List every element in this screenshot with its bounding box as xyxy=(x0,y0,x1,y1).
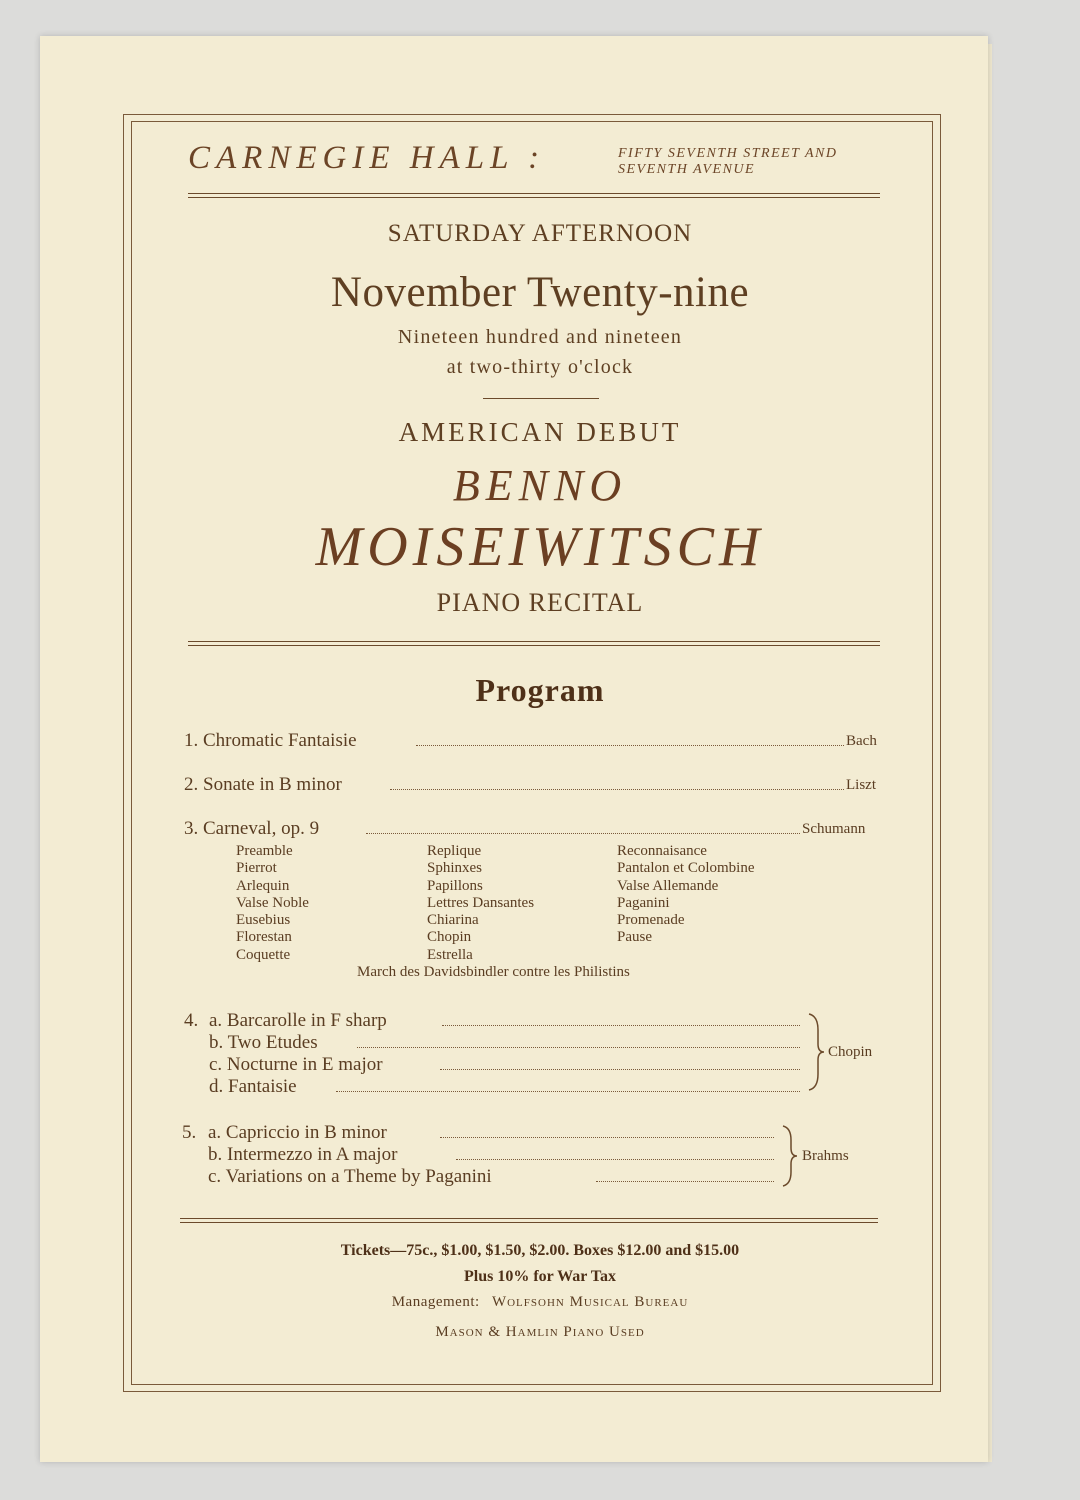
brahms-piece-c: c. Variations on a Theme by Paganini xyxy=(208,1166,492,1187)
venue-address xyxy=(618,146,837,178)
event-time: at two-thirty o'clock xyxy=(446,356,634,378)
management-name: Wolfsohn Musical Bureau xyxy=(491,1294,689,1310)
event-date: November Twenty-nine xyxy=(330,269,750,316)
event-year: Nineteen hundred and nineteen xyxy=(397,326,683,348)
program-item-1: 1. Chromatic Fantaisie xyxy=(184,730,357,751)
program-item-4-number: 4. xyxy=(184,1010,199,1031)
list-item: Sphinxes xyxy=(427,860,483,877)
leader-dots xyxy=(390,789,844,790)
list-item: Paganini xyxy=(617,894,670,911)
chopin-piece-b: b. Two Etudes xyxy=(209,1032,318,1053)
leader-dots xyxy=(357,1047,800,1048)
composer-liszt: Liszt xyxy=(846,777,876,793)
event-day: SATURDAY AFTERNOON xyxy=(387,220,693,247)
leader-dots xyxy=(416,745,844,746)
brahms-brace xyxy=(780,1124,800,1188)
carneval-column-3 xyxy=(617,843,754,947)
program-item-3: 3. Carneval, op. 9 xyxy=(184,818,320,839)
list-item: Pause xyxy=(617,929,652,946)
brahms-piece-b: b. Intermezzo in A major xyxy=(208,1144,398,1165)
chopin-piece-d: d. Fantaisie xyxy=(209,1076,297,1097)
composer-brahms: Brahms xyxy=(802,1148,849,1164)
list-item: Chopin xyxy=(427,929,472,946)
leader-dots xyxy=(442,1025,800,1026)
chopin-piece-c: c. Nocturne in E major xyxy=(209,1054,383,1075)
program-heading: Program xyxy=(475,672,605,708)
carneval-column-1 xyxy=(236,843,309,964)
management-label: Management: xyxy=(391,1294,480,1310)
list-item: Eusebius xyxy=(236,912,291,929)
management-line xyxy=(0,1294,1080,1311)
chopin-brace xyxy=(806,1012,826,1092)
piano-note: Mason & Hamlin Piano Used xyxy=(435,1324,645,1340)
address-line-1: FIFTY SEVENTH STREET AND xyxy=(618,146,838,161)
performer-first-name: BENNO xyxy=(452,461,628,510)
list-item: Arlequin xyxy=(236,877,290,894)
leader-dots xyxy=(366,833,800,834)
composer-chopin: Chopin xyxy=(828,1044,873,1060)
list-item: Lettres Dansantes xyxy=(427,894,535,911)
recital-title: PIANO RECITAL xyxy=(436,588,644,617)
program-divider xyxy=(188,641,880,646)
list-item: Estrella xyxy=(427,946,473,963)
list-item: Coquette xyxy=(236,946,291,963)
debut-label: AMERICAN DEBUT xyxy=(398,417,682,447)
carneval-final-movement: March des Davidsbindler contre les Philistins xyxy=(357,964,630,980)
list-item: Pantalon et Colombine xyxy=(617,860,755,877)
leader-dots xyxy=(336,1091,800,1092)
performer-last-name: MOISEIWITSCH xyxy=(315,516,765,578)
leader-dots xyxy=(456,1159,774,1160)
carneval-column-2 xyxy=(427,843,534,964)
list-item: Pierrot xyxy=(236,860,277,877)
list-item: Papillons xyxy=(427,877,483,894)
list-item: Chiarina xyxy=(427,912,479,929)
composer-schumann: Schumann xyxy=(802,821,866,837)
program-item-2: 2. Sonate in B minor xyxy=(184,774,342,795)
leader-dots xyxy=(440,1137,774,1138)
composer-bach: Bach xyxy=(846,733,877,749)
leader-dots xyxy=(596,1181,774,1182)
list-item: Preamble xyxy=(236,843,293,859)
short-divider xyxy=(483,398,599,399)
header-divider xyxy=(188,193,880,198)
brahms-piece-a: a. Capriccio in B minor xyxy=(208,1122,387,1143)
footer-divider xyxy=(180,1218,878,1223)
program-item-5-number: 5. xyxy=(182,1122,197,1143)
list-item: Valse Noble xyxy=(236,894,309,911)
list-item: Promenade xyxy=(617,912,685,929)
war-tax-note: Plus 10% for War Tax xyxy=(463,1268,617,1285)
leader-dots xyxy=(440,1069,800,1070)
ticket-prices: Tickets—75c., $1.00, $1.50, $2.00. Boxes $12.00 and $15.00 xyxy=(340,1242,740,1259)
address-line-2: SEVENTH AVENUE xyxy=(618,162,756,177)
venue-name: CARNEGIE HALL : xyxy=(188,140,546,176)
list-item: Valse Allemande xyxy=(617,877,719,894)
list-item: Replique xyxy=(427,843,482,859)
list-item: Reconnaisance xyxy=(617,843,707,859)
chopin-piece-a: a. Barcarolle in F sharp xyxy=(209,1010,387,1031)
list-item: Florestan xyxy=(236,929,292,946)
